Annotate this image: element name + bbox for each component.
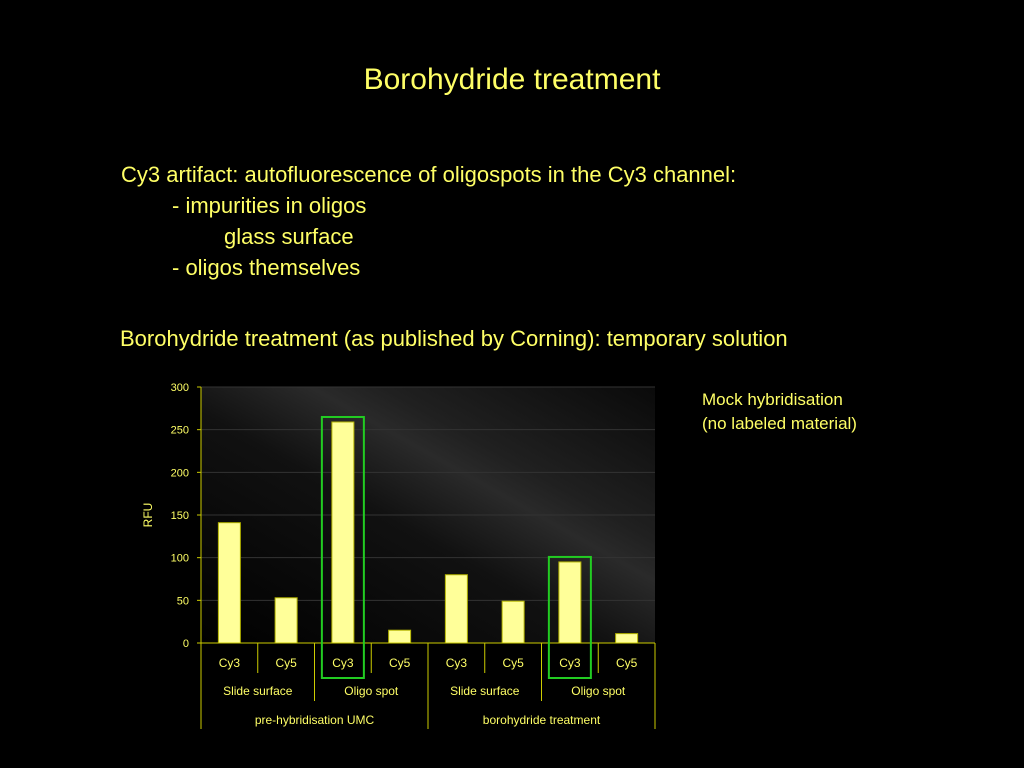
y-tick-label: 150	[170, 510, 189, 522]
bar	[332, 422, 354, 643]
treatment-label: borohydride treatment	[482, 713, 601, 727]
mock-note-line-2: (no labeled material)	[702, 414, 857, 433]
artifact-heading: Cy3 artifact: autofluorescence of oligospots in the Cy3 channel:	[121, 162, 737, 187]
y-axis-label: RFU	[141, 502, 155, 528]
y-tick-label: 250	[170, 424, 189, 437]
treatment-statement: Borohydride treatment (as published by Corning): temporary solution	[120, 326, 788, 351]
bar	[218, 523, 240, 643]
bullet-impurities: - impurities in oligos	[172, 193, 367, 218]
x-category-label: Cy5	[275, 656, 297, 670]
x-category-label: Cy3	[445, 656, 468, 670]
bullet-oligos-themselves: - oligos themselves	[172, 255, 361, 280]
bullet-glass-surface: glass surface	[224, 224, 354, 249]
y-tick-label: 200	[170, 467, 189, 480]
mock-note-line-1: Mock hybridisation	[702, 390, 843, 409]
group-label: Oligo spot	[344, 684, 399, 698]
x-category-label: Cy3	[559, 656, 581, 670]
x-category-label: Cy5	[388, 656, 411, 670]
bar	[389, 630, 411, 643]
x-category-label: Cy3	[218, 656, 241, 670]
bar	[559, 562, 581, 643]
group-label: Oligo spot	[571, 684, 626, 698]
y-tick-label: 300	[170, 382, 189, 394]
x-category-label: Cy5	[615, 656, 638, 670]
bar	[502, 601, 524, 643]
bar	[616, 634, 638, 643]
slide-title: Borohydride treatment	[363, 63, 661, 96]
treatment-label: pre-hybridisation UMC	[254, 713, 375, 727]
bar	[275, 598, 297, 643]
x-category-label: Cy3	[332, 656, 354, 670]
y-tick-label: 100	[170, 552, 189, 565]
group-label: Slide surface	[450, 684, 520, 698]
y-tick-label: 0	[182, 638, 189, 650]
x-category-label: Cy5	[502, 656, 524, 670]
bar	[445, 575, 467, 643]
y-tick-label: 50	[176, 595, 189, 608]
group-label: Slide surface	[223, 684, 293, 698]
